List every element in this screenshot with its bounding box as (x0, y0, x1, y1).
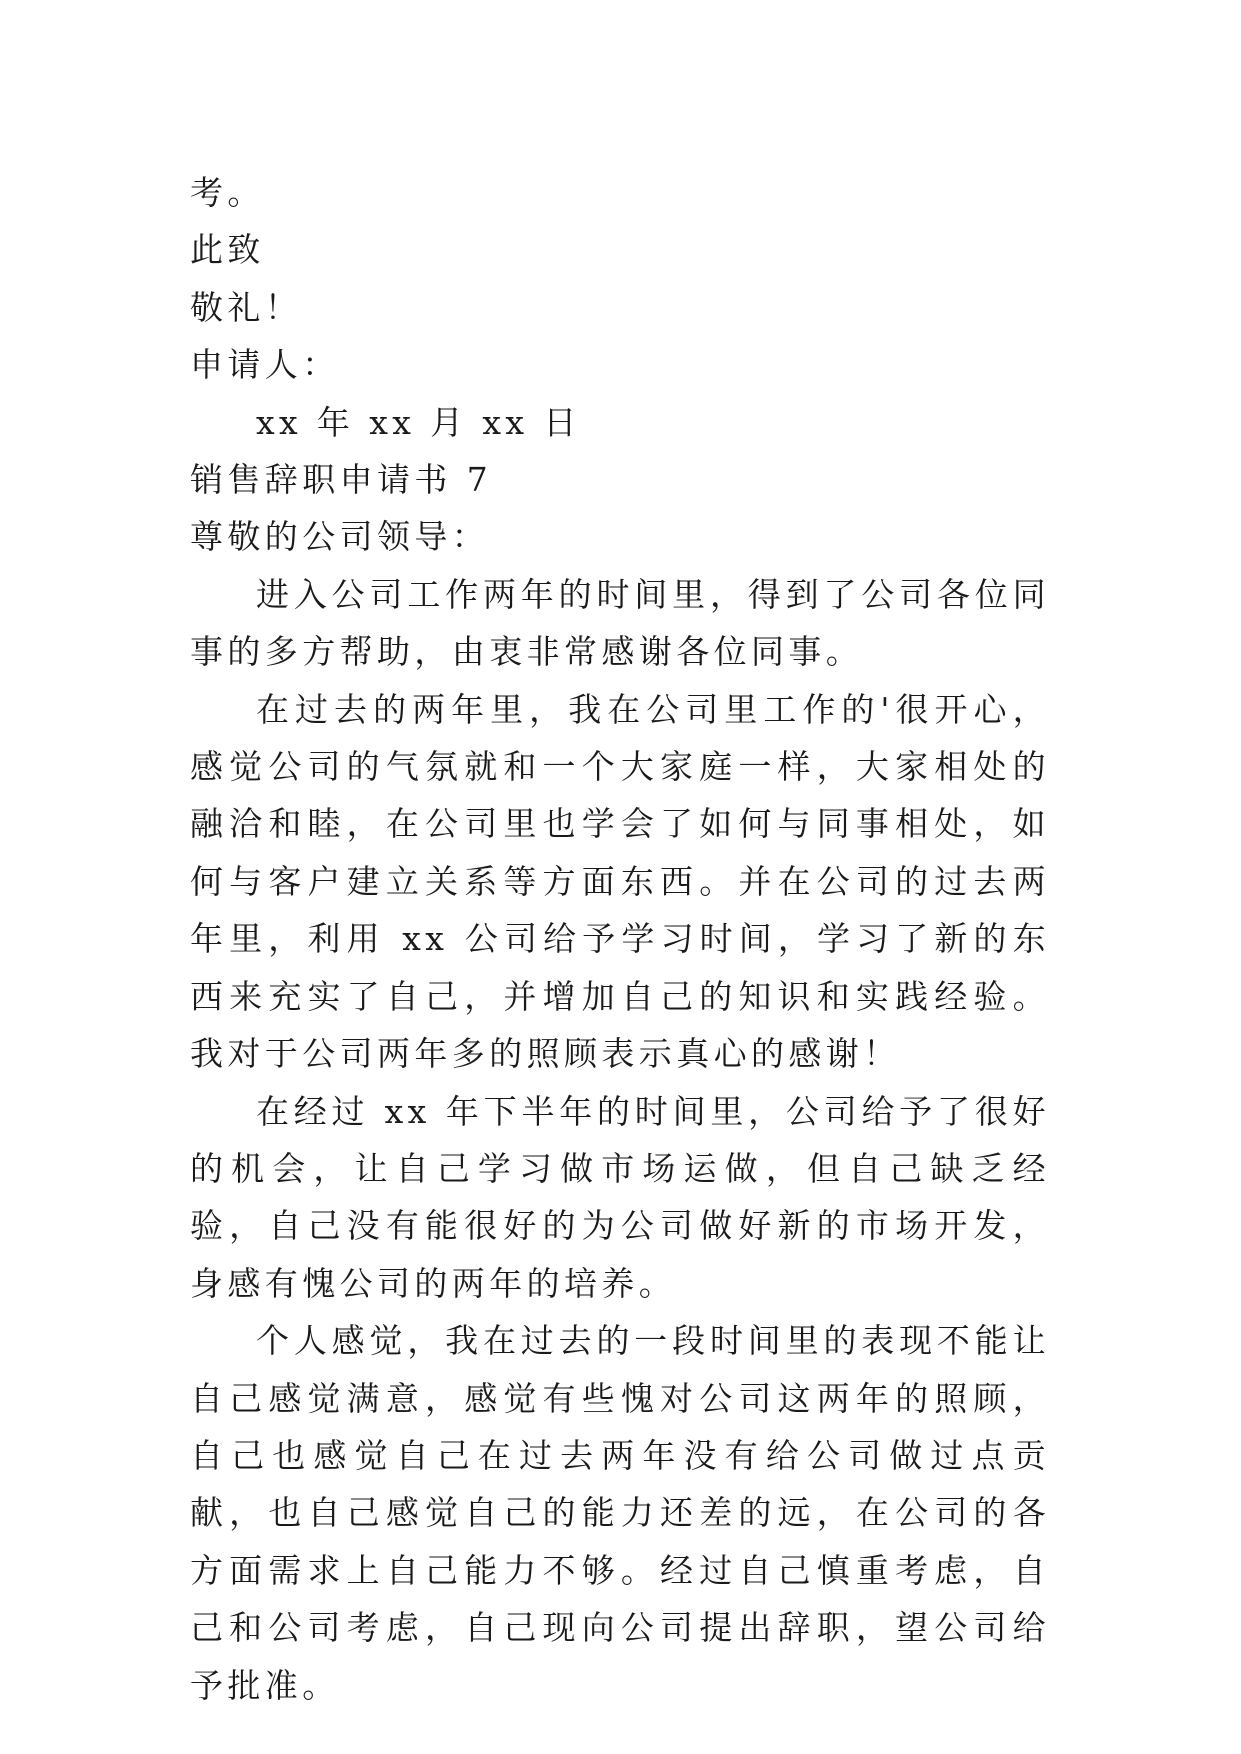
letter-paragraph: 个人感觉，我在过去的一段时间里的表现不能让自己感觉满意，感觉有些愧对公司这两年的照顾，自己也感觉自己在过去两年没有给公司做过点贡献，也自己感觉自己的能力还差的远，在公司的各方面需求上自己能力不够。经过自己慎重考虑，自己和公司考虑，自己现向公司提出辞职，望公司给予批准。 (190, 1321, 1050, 1705)
applicant-label: 申请人： (190, 345, 340, 385)
letter-paragraph: 在过去的两年里，我在公司里工作的'很开心，感觉公司的气氛就和一个大家庭一样，大家相处的融洽和睦，在公司里也学会了如何与同事相处，如何与客户建立关系等方面东西。并在公司的过去两年里，利用 xx 公司给予学习时间，学习了新的东西来充实了自己，并增加自己的知识和实践经验。我对于公司两年多的照顾表示真心的感谢！ (190, 689, 1050, 1074)
letter-paragraph: 进入公司工作两年的时间里，得到了公司各位同事的多方帮助，由衷非常感谢各位同事。 (190, 574, 1050, 672)
closing-salutation-2: 敬礼！ (190, 287, 303, 327)
letter-greeting: 尊敬的公司领导： (190, 517, 490, 557)
closing-salutation-1: 此致 (190, 230, 265, 270)
signature-date: xx 年 xx 月 xx 日 (256, 402, 581, 442)
letter-paragraph: 在经过 xx 年下半年的时间里，公司给予了很好的机会，让自己学习做市场运做，但自己缺乏经验，自己没有能很好的为公司做好新的市场开发，身感有愧公司的两年的培养。 (190, 1091, 1050, 1303)
letter-title: 销售辞职申请书 7 (190, 460, 493, 500)
continuation-text: 考。 (190, 173, 265, 212)
document-body (190, 164, 1050, 1714)
